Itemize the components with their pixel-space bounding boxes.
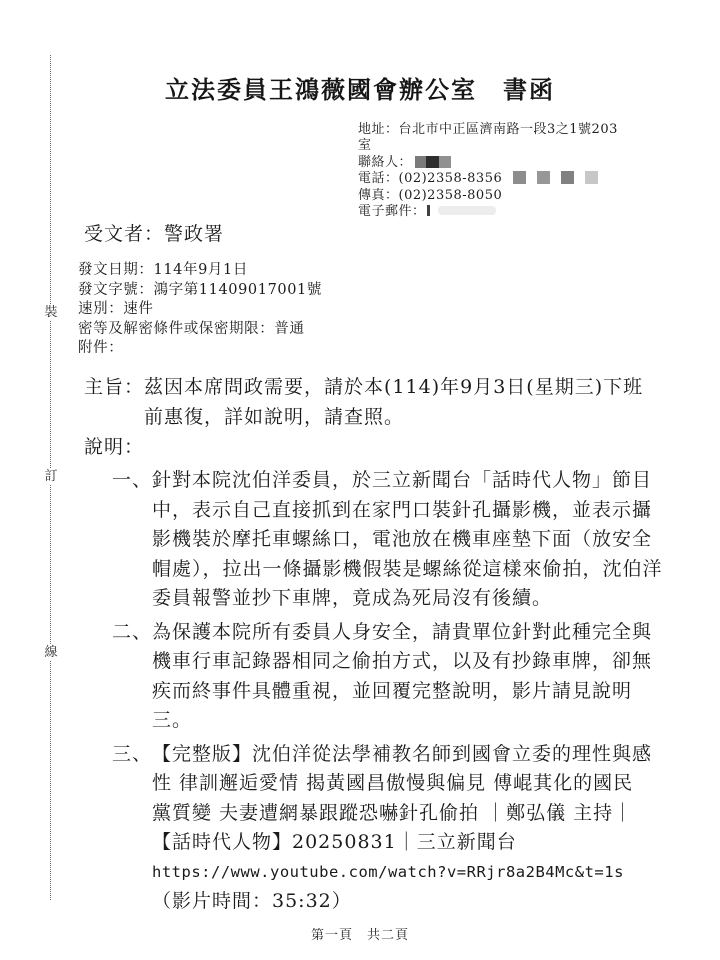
text-line: 疾而終事件具體重視，並回覆完整說明，影片請見說明三。 — [152, 679, 633, 731]
binding-mark-xian: 線 — [39, 645, 63, 660]
redaction-tick — [427, 205, 430, 216]
redaction-square — [561, 171, 574, 184]
sender-contact-block — [358, 122, 688, 220]
explanation-item-2 — [112, 618, 664, 736]
item-number: 一、 — [112, 469, 153, 491]
text-line: 前惠復，詳如說明，請查照。 — [144, 406, 405, 428]
text-line: 黨質變 夫妻遭網暴跟蹤恐嚇針孔偷拍 ｜鄭弘儀 主持｜ — [152, 801, 634, 824]
item-number: 三、 — [112, 742, 153, 765]
explanation-item-1 — [112, 466, 664, 614]
contact-label: 聯絡人： — [358, 154, 413, 170]
text-line: （影片時間：35:32） — [152, 890, 352, 912]
subject-text — [144, 372, 643, 432]
phone-text: 電話：(02)2358-8356 — [358, 171, 503, 187]
redaction-square — [585, 171, 598, 184]
item-text — [152, 740, 664, 917]
text-line: 茲因本席問政需要，請於本(114)年9月3日(星期三)下班 — [144, 376, 644, 398]
text-line: 【話時代人物】20250831｜三立新聞台 — [152, 831, 517, 853]
text-line: 委員報警並抄下車牌，竟成為死局沒有後續。 — [152, 587, 553, 609]
sender-address-line1: 地址：台北市中正區濟南路一段3之1號203 — [358, 122, 618, 137]
text-line: 針對本院沈伯洋委員，於三立新聞台「話時代人物」節目 — [152, 469, 653, 491]
redaction-block — [439, 156, 451, 168]
redaction-block — [415, 156, 426, 168]
redaction-square — [537, 171, 550, 184]
text-line: https://www.youtube.com/watch?v=RRjr8a2B4Mc&t=1s — [152, 862, 624, 881]
email-label: 電子郵件： — [358, 204, 426, 220]
text-line: 中，表示自己直接抓到在家門口裝針孔攝影機，並表示攝 — [152, 498, 653, 521]
item-number: 二、 — [112, 620, 153, 643]
text-line: 速別：速件 — [78, 301, 154, 318]
explanation-item-3 — [112, 740, 664, 917]
sender-address-line2: 室 — [358, 138, 372, 154]
subject-label: 主旨： — [84, 376, 145, 398]
binding-mark-ding: 訂 — [39, 469, 63, 484]
text-line: 性 律訓邂逅愛情 揭黃國昌傲慢與偏見 傅崐萁化的國民 — [152, 772, 634, 794]
text-line: 密等及解密條件或保密期限：普通 — [78, 320, 305, 337]
text-line: 附件： — [78, 340, 124, 357]
text-line: 發文字號：鴻字第11409017001號 — [78, 281, 322, 298]
subject-block — [84, 372, 659, 432]
explanation-label: 說明： — [84, 436, 145, 458]
text-line: 發文日期：114年9月1日 — [78, 262, 248, 278]
sender-contact-line — [358, 155, 688, 171]
text-line: 機車行車記錄器相同之偷拍方式，以及有抄錄車牌，卻無 — [152, 650, 653, 672]
redaction-block — [426, 156, 439, 168]
item-text — [152, 618, 664, 736]
document-meta-block — [78, 261, 322, 359]
redaction-smudge — [438, 206, 496, 215]
sender-phone-line — [358, 171, 688, 187]
text-line: 為保護本院所有委員人身安全，請貴單位針對此種完全與 — [152, 620, 653, 643]
text-line: 影機裝於摩托車螺絲口，電池放在機車座墊下面（放安全 — [152, 528, 653, 550]
page-number-footer: 第一頁 共二頁 — [310, 928, 409, 943]
sender-fax-line: 傳真：(02)2358-8050 — [358, 187, 503, 203]
document-title: 立法委員王鴻薇國會辦公室 書函 — [165, 75, 555, 104]
explanation-items — [112, 466, 664, 917]
sender-email-line — [358, 204, 688, 220]
recipient-line: 受文者：警政署 — [84, 223, 225, 245]
text-line: 帽處），拉出一條攝影機假裝是螺絲從這樣來偷拍，沈伯洋 — [152, 557, 663, 580]
text-line: 【完整版】沈伯洋從法學補教名師到國會立委的理性與感 — [152, 742, 653, 765]
redaction-square — [513, 171, 526, 184]
item-text — [152, 466, 664, 614]
binding-mark-zhuang: 裝 — [39, 305, 63, 320]
